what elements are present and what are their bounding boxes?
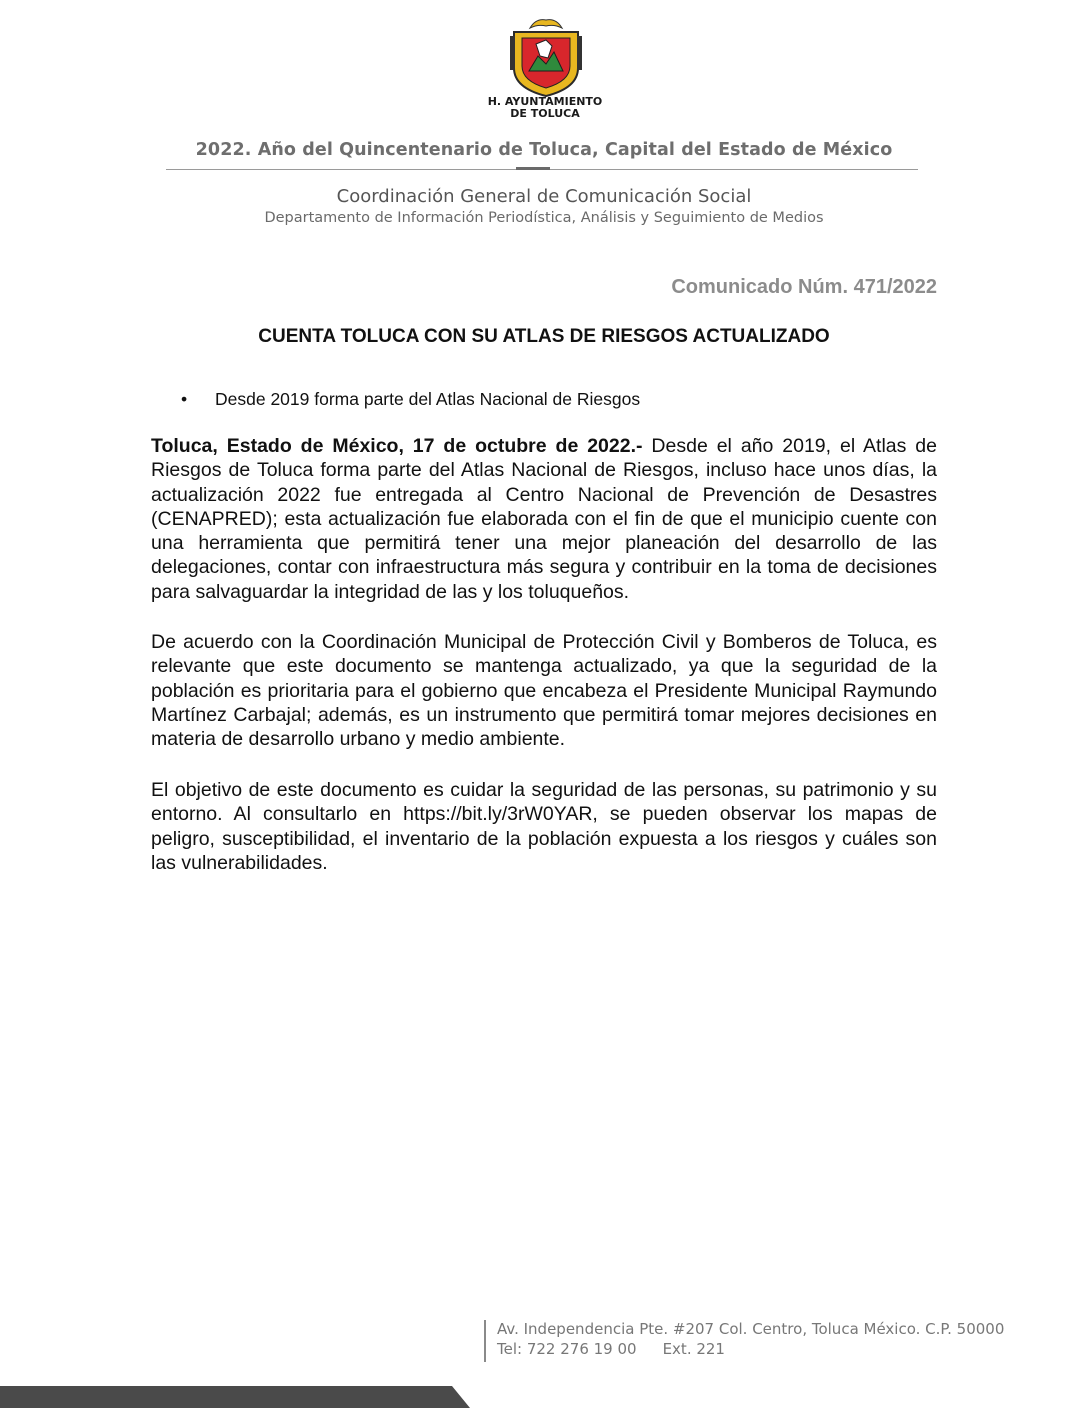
bullet-text: Desde 2019 forma parte del Atlas Nacional de Riesgos: [215, 389, 641, 409]
paragraph-1: [151, 434, 937, 604]
paragraph-1-text: Desde el año 2019, el Atlas de Riesgos de Toluca forma parte del Atlas Nacional de Riesgos, incluso hace unos días, la actualización 2022 fue entregada al Centro Nacional de Prevención de Desastres (CENAPRED); esta actualización fue elaborada con el fin de que el municipio cuente con una herramienta que permitirá tener una mejor planeación del desarrollo de las delegaciones, contar con infraestructura más segura y contribuir en la toma de decisiones para salvaguardar la integridad de las y los toluqueños.: [151, 435, 937, 603]
year-motto: 2022. Año del Quincentenario de Toluca, Capital del Estado de México: [195, 140, 893, 160]
paragraph-2: De acuerdo con la Coordinación Municipal de Protección Civil y Bomberos de Toluca, es relevante que este documento se mantenga actualizado, ya que la seguridad de la población es prioritaria para el gobierno que encabeza el Presidente Municipal Raymundo Martínez Carbajal; además, es un instrumento que permitirá tomar mejores decisiones en materia de desarrollo urbano y medio ambiente.: [151, 631, 937, 751]
footer-address: Av. Independencia Pte. #207 Col. Centro, Toluca México. C.P. 50000: [497, 1320, 1005, 1338]
paragraph-3: El objetivo de este documento es cuidar la seguridad de las personas, su patrimonio y su entorno. Al consultarlo en https://bit.ly/3rW0YAR, se pueden observar los mapas de peligro, susceptibilidad, el inventario de la población expuesta a los riesgos y cuáles son las vulnerabilidades.: [151, 779, 937, 874]
release-number: Comunicado Núm. 471/2022: [671, 276, 937, 298]
footer-bar: [0, 1386, 470, 1408]
footer-divider: [484, 1320, 486, 1362]
footer-phone-line: [497, 1340, 725, 1358]
footer-phone: Tel: 722 276 19 00: [497, 1340, 637, 1358]
headline: CUENTA TOLUCA CON SU ATLAS DE RIESGOS ACTUALIZADO: [258, 326, 830, 347]
logo-caption-line2: DE TOLUCA: [510, 107, 580, 120]
footer-extension: Ext. 221: [662, 1340, 725, 1358]
office-name: Coordinación General de Comunicación Social: [336, 186, 752, 207]
bullet-item: [181, 388, 640, 410]
department-name: Departamento de Información Periodística, Análisis y Seguimiento de Medios: [264, 210, 824, 226]
header-divider-accent: [516, 167, 550, 170]
dateline: Toluca, Estado de México, 17 de octubre de 2022.-: [151, 435, 643, 457]
logo-caption-line1: H. AYUNTAMIENTO: [487, 95, 603, 108]
bullet-icon: •: [181, 389, 188, 409]
logo-caption: [470, 96, 620, 120]
summary-bullets: [181, 388, 640, 410]
